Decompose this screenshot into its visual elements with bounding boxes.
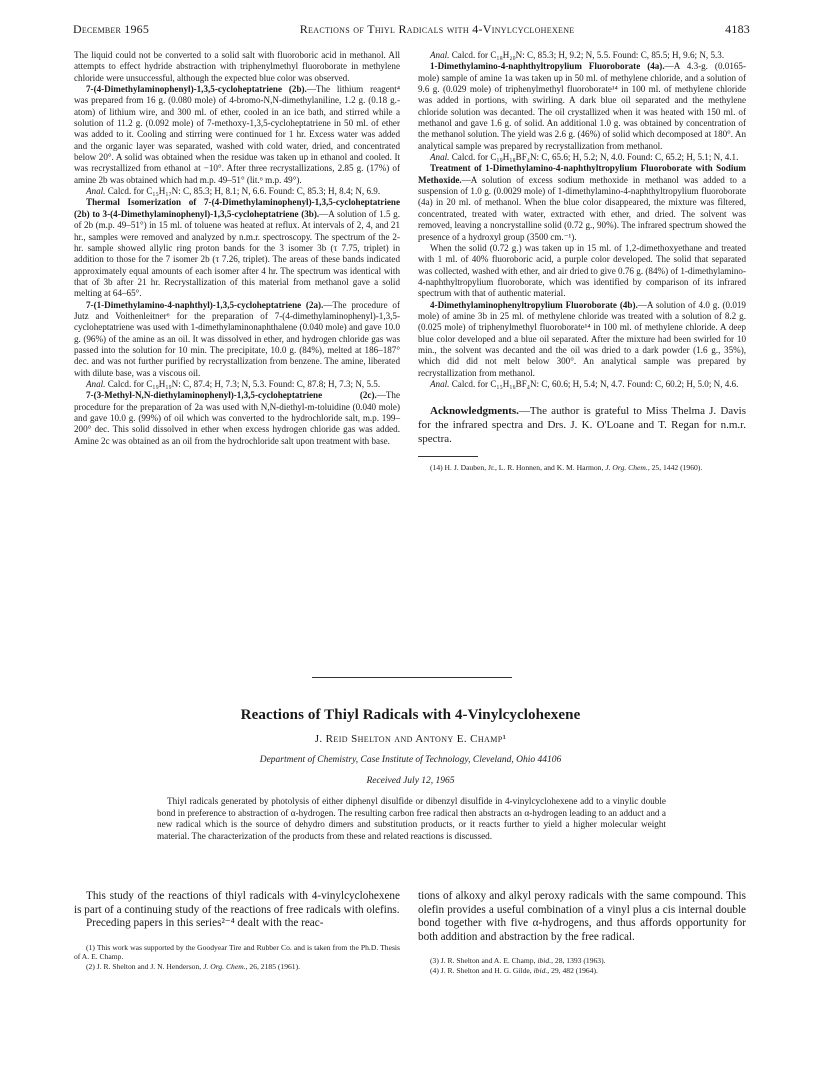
running-title: Reactions of Thiyl Radicals with 4-Vinylcyclohexene bbox=[299, 22, 575, 36]
paragraph: 7-(3-Methyl-N,N-diethylaminophenyl)-1,3,5-cycloheptatriene (2c).—The procedure for the preparation of 2a was used with N,N-diethyl-m-toluidine (0.040 mole) and gave 10.0 g. (99%) of oil which was converted to the hydrochloride salt, m.p. 199–200° dec. This solid dissolved in ether when excess hydrogen chloride gas was added. Amine 2c was obtained as an oil from the hydrochloride salt upon treatment with base. bbox=[74, 390, 400, 446]
paragraph: 7-(4-Dimethylaminophenyl)-1,3,5-cycloheptatriene (2b).—The lithium reagent⁴ was prepared from 16 g. (0.080 mole) of 4-bromo-N,N-dimethylaniline, 1.2 g. (0.18 g.-atom) of lithium wire, and 300 ml. of ether, cooled in an ice bath, and stirred while a solution of 11.2 g. (0.092 mole) of 7-methoxy-1,3,5-cycloheptatriene in 50 ml. of ether was added to it. Cooling and stirring were continued for 1 hr. Excess water was added and the organic layer was separated, washed with cold water, dried, and concentrated below 20°. A solid was obtained when the residue was taken up in ethanol and cooled. It was recrystallized from ethanol at −10°. After three recrystallizations, 2.85 g. (17%) of amine 2b was obtained which had m.p. 49–51° (lit.⁶ m.p. 49°). bbox=[74, 84, 401, 185]
section-head: 1-Dimethylamino-4-naphthyltropylium Fluoroborate (4a). bbox=[430, 61, 665, 72]
section-head: Thermal Isomerization of 7-(4-Dimethylaminophenyl)-1,3,5-cycloheptatriene (2b) to 3-(4-Dimethylaminophenyl)-1,3,5-cycloheptatriene (3b). bbox=[74, 197, 400, 219]
paragraph: 4-Dimethylaminophenyltropylium Fluoroborate (4b).—A solution of 4.0 g. (0.019 mole) of amine 3b in 25 ml. of methylene chloride was treated with a solution of 8.2 g. (0.025 mole) of triphenylmethyl fluoroborate¹⁴ in 100 ml. of methylene chloride. A deep blue color developed and a blue oil separated. After the mixture had been swirled for 10 min., the solvent was decanted and the oil was dried to a dark powder (1.6 g., 35%), which did did not melt below 300°. An analytical sample was prepared by recrystallization from methanol. bbox=[418, 299, 746, 378]
section-head: 7-(4-Dimethylaminophenyl)-1,3,5-cycloheptatriene (2b). bbox=[86, 84, 307, 95]
section-head: 4-Dimethylaminophenyltropylium Fluoroborate (4b). bbox=[430, 299, 638, 310]
left-column bbox=[74, 50, 400, 447]
paragraph: Preceding papers in this series²⁻⁴ dealt with the reac- bbox=[86, 917, 324, 930]
analysis-line: Anal. Calcd. for C₁₅H₁₇N: C, 85.3; H, 8.1; N, 6.6. Found: C, 85.3; H, 8.4; N, 6.9. bbox=[86, 186, 381, 197]
footnote-3: (3) J. R. Shelton and A. E. Champ, ibid., 28, 1393 (1963). bbox=[430, 956, 606, 966]
paragraph: Treatment of 1-Dimethylamino-4-naphthyltropylium Fluoroborate with Sodium Methoxide.—A solution of excess sodium methoxide in methanol was added to a suspension of 1.0 g. (0.0029 mole) of 1-dimethylamino-4-naphthyltropylium fluoroborate (4a) in 20 ml. of methanol. When the blue color disappeared, the mixture was filtered, concentrated, treated with water, extracted with ether, and dried. The solvent was removed, leaving a noncrystalline solid (0.72 g., 90%). The infrared spectrum showed the presence of a hydroxyl group (3500 cm.⁻¹). bbox=[418, 163, 746, 242]
paragraph: When the solid (0.72 g.) was taken up in 15 ml. of 1,2-dimethoxyethane and treated with 1 ml. of 40% fluoroboric acid, a purple color developed. The solid that separated was collected, washed with ether, and air dried to give 0.76 g. (84%) of 1-dimethylamino-4-naphthyltropylium fluoroborate, which was identified by comparison of its infrared spectrum with that of authentic material. bbox=[418, 242, 746, 299]
paragraph: 7-(1-Dimethylamino-4-naphthyl)-1,3,5-cycloheptatriene (2a).—The procedure of Jutz and Voithenleitner⁶ for the preparation of 7-(4-dimethylaminophenyl)-1,3,5-cycloheptatriene was used with 1-dimethylaminonaphthalene (0.040 mole) and gave 10.0 g. (96%) of the amine as an oil. It was dissolved in ether, and hydrogen chloride gas was passed into the solution for 10 min. The precipitate, 10.0 g. (84%), melted at 186–187° dec. and was not further purified by recrystallization from benzene. The amine, liberated with dilute base, was a viscous oil. bbox=[74, 299, 400, 378]
footnotes bbox=[74, 943, 400, 971]
article-separator bbox=[312, 677, 512, 678]
body-right-column bbox=[418, 890, 746, 975]
analysis-line: Anal. Calcd. for C₁₉H₁₈BF₄N: C, 65.6; H, 5.2; N, 4.0. Found: C, 65.2; H, 5.1; N, 4.1. bbox=[430, 152, 739, 163]
page-number: 4183 bbox=[725, 22, 750, 36]
paragraph: 1-Dimethylamino-4-naphthyltropylium Fluoroborate (4a).—A 4.3-g. (0.0165-mole) sample of amine 1a was taken up in 50 ml. of methylene chloride, and a solution of 9.6 g. (0.029 mole) of triphenylmethyl fluoroborate¹⁴ in 100 ml. of methylene chloride was added in portions, with swirling. A dark blue oil separated and the methylene chloride solution was decanted. The oil crystallized when it was heated with 150 ml. of methanol and gave 1.6 g. of solid. An additional 1.0 g. was obtained by concentration of the methanol solution. The yield was 2.6 g. (46%) of solid which decomposed at 180°. An analytical sample was prepared by recrystallization from methanol. bbox=[418, 61, 746, 151]
section-head: 7-(1-Dimethylamino-4-naphthyl)-1,3,5-cycloheptatriene (2a). bbox=[86, 299, 324, 310]
issue-date: December 1965 bbox=[73, 22, 150, 36]
body-left-column bbox=[74, 890, 400, 971]
abstract: Thiyl radicals generated by photolysis of either diphenyl disulfide or dibenzyl disulfide in 4-vinylcyclohexene add to a vinylic double bond in preference to abstraction of α-hydrogen. The resulting carbon free radical then abstracts an α-hydrogen leading to an adduct and a new radical which is the source of dehydro dimers and substitution products, or it reacts further to yield a higher molecular weight material. The characterization of the products from these and related reactions is discussed. bbox=[157, 796, 666, 841]
footnote-2: (2) J. R. Shelton and J. N. Henderson, J. Org. Chem., 26, 2185 (1961). bbox=[86, 961, 301, 971]
paragraph: tions of alkoxy and alkyl peroxy radicals with the same compound. This olefin provides a useful combination of a vinyl plus a cis internal double bond together with five α-hydrogens, and thus affords opportunity for both addition and abstraction by the free radical. bbox=[418, 890, 746, 943]
section-head: Treatment of 1-Dimethylamino-4-naphthyltropylium Fluoroborate with Sodium Methoxide. bbox=[418, 163, 746, 185]
paragraph: The liquid could not be converted to a solid salt with fluoroboric acid in methanol. All attempts to effect hydride abstraction with triphenylmethyl fluoroborate in methylene chloride were unsuccessful, although the expected blue color was observed. bbox=[74, 50, 400, 83]
footnotes bbox=[418, 956, 746, 975]
footnote-1: (1) This work was supported by the Goodyear Tire and Rubber Co. and is taken from the Ph.D. Thesis of A. E. Champ. bbox=[74, 942, 400, 962]
acknowledgments: Acknowledgments.—The author is grateful to Miss Thelma J. Davis for the infrared spectra and Drs. J. K. O'Loane and T. Regan for n.m.r. spectra. bbox=[418, 405, 746, 445]
right-column bbox=[418, 50, 746, 473]
footnote-14: (14) H. J. Dauben, Jr., L. R. Honnen, and K. M. Harmon, J. Org. Chem., 25, 1442 (1960). bbox=[430, 463, 703, 473]
paragraph: Thermal Isomerization of 7-(4-Dimethylaminophenyl)-1,3,5-cycloheptatriene (2b) to 3-(4-Dimethylaminophenyl)-1,3,5-cycloheptatriene (3b).—A solution of 1.5 g. of 2b (m.p. 49–51°) in 15 ml. of toluene was heated at reflux. At intervals of 2, 4, and 21 hr., samples were removed and analyzed by n.m.r. spectroscopy. The spectrum of the 2-hr. sample showed allylic ring proton bands for the 3 isomer 3b (τ 7.75, triplet) in addition to those for the 7 isomer 2b (τ 7.26, triplet). The areas of these bands indicated approximately equal amounts of each isomer after 4 hr. The spectrum was identical with that of 3b after 21 hr. Recrystallization of this material from methanol gave a solid melting at 64–65°. bbox=[74, 197, 400, 299]
analysis-line: Anal. Calcd. for C₁₉H₁₉N: C, 87.4; H, 7.3; N, 5.3. Found: C, 87.8; H, 7.3; N, 5.5. bbox=[86, 378, 381, 389]
received-date: Received July 12, 1965 bbox=[366, 776, 455, 786]
authors: J. Reid Shelton and Antony E. Champ¹ bbox=[314, 733, 507, 745]
article-title: Reactions of Thiyl Radicals with 4-Vinylcyclohexene bbox=[240, 707, 581, 723]
affiliation: Department of Chemistry, Case Institute of Technology, Cleveland, Ohio 44106 bbox=[259, 755, 562, 765]
footnote-4: (4) J. R. Shelton and H. G. Gilde, ibid., 29, 482 (1964). bbox=[430, 965, 598, 975]
analysis-line: Anal. Calcd. for C₁₈H₂₀N: C, 85.3; H, 9.2; N, 5.5. Found: C, 85.5; H, 9.6; N, 5.3. bbox=[430, 50, 725, 60]
section-head: 7-(3-Methyl-N,N-diethylaminophenyl)-1,3,5-cycloheptatriene (2c). bbox=[86, 390, 377, 401]
running-head bbox=[73, 22, 750, 37]
footnote-rule bbox=[418, 456, 478, 457]
paragraph: This study of the reactions of thiyl radicals with 4-vinylcyclohexene is part of a continuing study of the reactions of free radicals with olefins. bbox=[74, 890, 400, 916]
analysis-line: Anal. Calcd. for C₁₅H₁₆BF₄N: C, 60.6; H, 5.4; N, 4.7. Found: C, 60.2; H, 5.0; N, 4.6. bbox=[430, 378, 739, 389]
